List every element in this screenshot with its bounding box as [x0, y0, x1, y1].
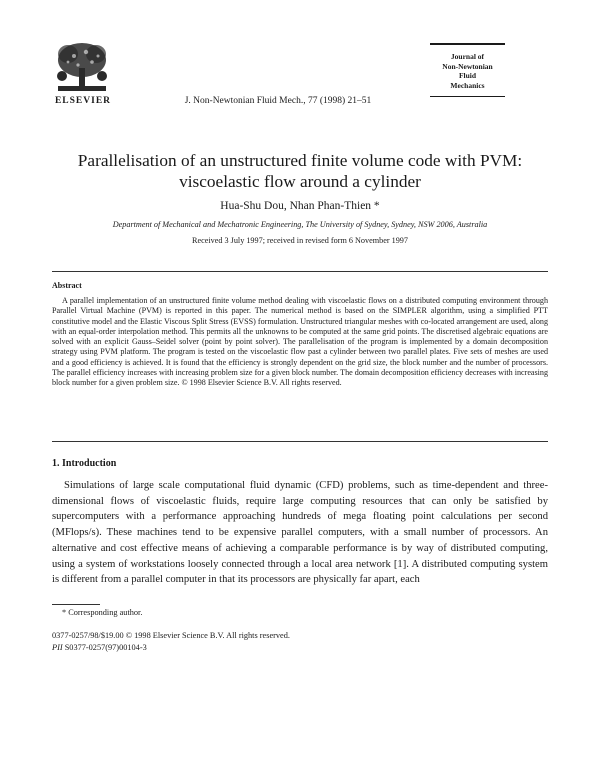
publisher-name: ELSEVIER — [54, 96, 112, 106]
section-heading-introduction: 1. Introduction — [52, 458, 117, 469]
pii-label: PII — [52, 642, 63, 652]
title-line-1: Parallelisation of an unstructured finite volume code with PVM: — [77, 151, 523, 170]
journal-box-line: Mechanics — [450, 80, 485, 90]
publisher-logo — [52, 40, 112, 94]
journal-box-line: Non-Newtonian — [442, 61, 493, 71]
title-line-2: viscoelastic flow around a cylinder — [179, 172, 421, 191]
divider-top — [52, 271, 548, 272]
abstract-text: A parallel implementation of an unstructured finite volume method dealing with viscoelastic flows on a distributed computing environment through Parallel Virtual Machine (PVM) is reported in this paper. The numerical method is based on the SIMPLER algorithm, using a simplified PTT constitutive model and the Elastic Viscous Split Stress (EVSS) formulation. Unstructured triangular meshes with co-located arrangement are used, along with an equal-order interpolation method. This permits all the unknowns to be computed at the same grid points. The discretised algebraic equations are solved with an explicit Gauss–Seidel solver (point by point solver). The parallelisation of the program is implemented by a domain decomposition strategy using PVM platform. The program is tested on the viscoelastic flow past a cylinder between two parallel plates. Five sets of meshes are used and a good efficiency is achieved. It is found that the efficiency is strongly dependent on the grid size, the block number and the number of processors. The parallel efficiency increases with increasing problem size for a given block number. The domain decomposition efficiency decreases with increasing block number for a given problem size. © 1998 Elsevier Science B.V. All rights reserved. — [52, 296, 548, 388]
elsevier-tree-icon — [52, 40, 112, 94]
journal-reference: J. Non-Newtonian Fluid Mech., 77 (1998) 21–51 — [184, 96, 372, 106]
copyright-block — [52, 630, 290, 654]
footnote-rule — [52, 604, 100, 605]
journal-title-box — [430, 43, 505, 97]
authors: Hua-Shu Dou, Nhan Phan-Thien * — [220, 200, 380, 212]
pii-line — [52, 642, 290, 654]
copyright-line: 0377-0257/98/$19.00 © 1998 Elsevier Science B.V. All rights reserved. — [52, 631, 290, 640]
affiliation: Department of Mechanical and Mechatronic Engineering, The University of Sydney, Sydney, NSW 2006, Australia — [112, 220, 488, 229]
footnote: * Corresponding author. — [62, 608, 143, 617]
received-dates: Received 3 July 1997; received in revised form 6 November 1997 — [192, 236, 408, 245]
pii-value: S0377-0257(97)00104-3 — [64, 642, 147, 652]
journal-box-line: Fluid — [458, 71, 477, 80]
introduction-text: Simulations of large scale computational fluid dynamic (CFD) problems, such as time-dependent and three-dimensional flows of viscoelastic fluids, require large computing resources that can only be satisfied by supercomputers with a performance approaching hundreds of mega floating point calculations per second (MFlops/s). These machines tend to be expensive parallel computers, with a small number of processors. An alternative and cost effective means of achieving a comparable performance is by way of distributed computing, using a system of workstations loosely connected through a local area network [1]. A distributed computing system is different from a parallel computer in that its processors are physically far apart, each — [52, 480, 548, 586]
abstract-heading: Abstract — [52, 281, 82, 290]
journal-box-line: Journal of — [450, 52, 485, 61]
article-title — [40, 150, 560, 192]
divider-bottom — [52, 441, 548, 442]
